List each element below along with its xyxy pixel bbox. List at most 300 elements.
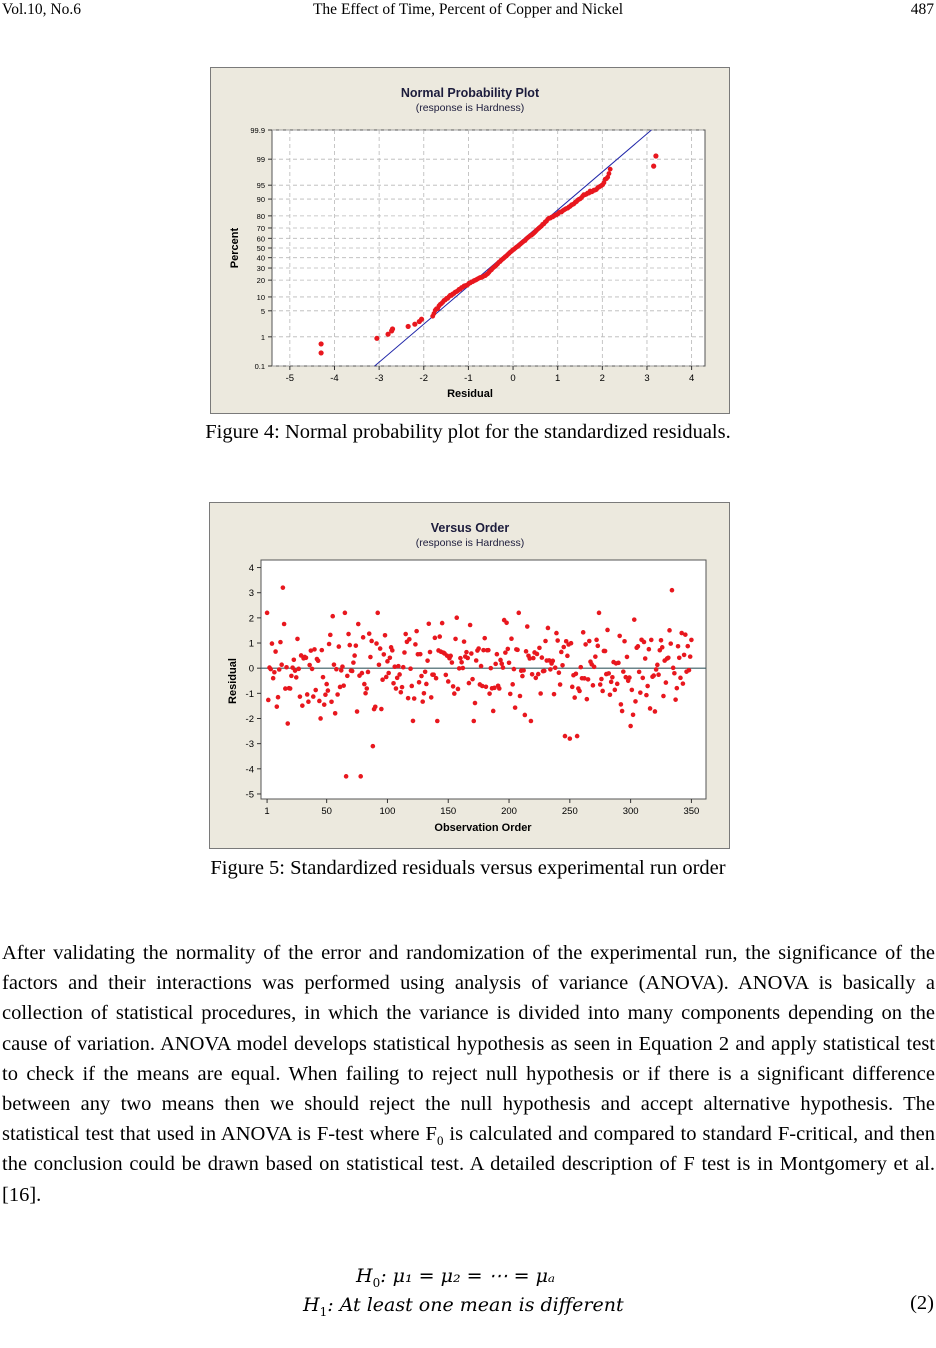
data-point: [374, 641, 379, 646]
data-point: [578, 665, 583, 670]
data-point: [453, 637, 458, 642]
data-point: [645, 684, 650, 689]
figure-4-caption: Figure 4: Normal probability plot for the standardized residuals.: [205, 421, 731, 443]
normal-probability-plot: [210, 67, 730, 414]
data-point: [435, 719, 440, 724]
data-point: [603, 649, 608, 654]
data-point: [316, 658, 321, 663]
data-point: [677, 655, 682, 660]
figure-5-caption: Figure 5: Standardized residuals versus experimental run order: [210, 857, 726, 879]
data-point: [548, 667, 553, 672]
data-point: [386, 671, 391, 676]
data-point: [461, 666, 466, 671]
data-point: [337, 644, 342, 649]
data-point: [289, 674, 294, 679]
data-point: [515, 648, 520, 653]
data-point: [412, 322, 417, 327]
data-point: [488, 666, 493, 671]
data-point: [319, 648, 324, 653]
data-point: [279, 662, 284, 667]
data-point: [330, 614, 335, 619]
data-point: [400, 685, 405, 690]
data-point: [368, 655, 373, 660]
data-point: [607, 171, 612, 176]
data-point: [543, 639, 548, 644]
data-point: [440, 621, 445, 626]
chart-title: Normal Probability Plot: [400, 86, 540, 100]
y-tick-label: 0: [248, 663, 254, 675]
data-point: [653, 153, 658, 158]
data-point: [516, 611, 521, 616]
y-tick-label: -4: [245, 764, 254, 776]
data-point: [402, 650, 407, 655]
equation-null-hypothesis: [356, 1265, 555, 1290]
y-tick-label: 50: [256, 244, 265, 253]
paragraph-text-2: is calculated and compared to standard F-critical, and then the conclusion could be drawn based on statistical test. A detailed description of F test is in Montgomery et al. [16].: [2, 1123, 935, 1206]
data-point: [417, 680, 422, 685]
data-point: [277, 667, 282, 672]
data-point: [642, 640, 647, 645]
y-tick-label: -3: [245, 739, 254, 751]
data-point: [619, 702, 624, 707]
data-point: [575, 734, 580, 739]
data-point: [394, 686, 399, 691]
data-point: [625, 655, 630, 660]
data-point: [577, 689, 582, 694]
data-point: [667, 628, 672, 633]
data-point: [332, 662, 337, 667]
data-point: [661, 694, 666, 699]
data-point: [628, 724, 633, 729]
data-point: [570, 685, 575, 690]
y-axis-label: Percent: [229, 227, 241, 269]
data-point: [647, 647, 652, 652]
data-point: [649, 638, 654, 643]
data-point: [288, 686, 293, 691]
data-point: [380, 677, 385, 682]
data-point: [465, 656, 470, 661]
data-point: [429, 695, 434, 700]
data-point: [401, 665, 406, 670]
x-tick-label: -4: [330, 373, 339, 384]
data-point: [266, 698, 271, 703]
data-point: [660, 645, 665, 650]
data-point: [688, 654, 693, 659]
data-point: [600, 689, 605, 694]
data-point: [333, 711, 338, 716]
data-point: [636, 644, 641, 649]
data-point: [525, 624, 530, 629]
data-point: [574, 671, 579, 676]
data-point: [643, 656, 648, 661]
data-point: [424, 682, 429, 687]
data-point: [298, 694, 303, 699]
y-tick-label: 2: [248, 613, 254, 625]
data-point: [535, 652, 540, 657]
data-point: [335, 692, 340, 697]
data-point: [670, 588, 675, 593]
data-point: [617, 634, 622, 639]
data-point: [464, 650, 469, 655]
data-point: [559, 650, 564, 655]
data-point: [610, 675, 615, 680]
data-point: [473, 701, 478, 706]
data-point: [451, 684, 456, 689]
data-point: [553, 665, 558, 670]
data-point: [593, 654, 598, 659]
data-point: [524, 649, 529, 654]
data-point: [408, 666, 413, 671]
x-tick-label: 200: [501, 806, 517, 817]
eq1-body: : μ₁ = μ₂ = ⋯ = μₐ: [380, 1265, 556, 1287]
y-tick-label: 10: [256, 292, 265, 302]
data-point: [462, 639, 467, 644]
data-point: [555, 638, 560, 643]
data-point: [409, 684, 414, 689]
data-point: [569, 641, 574, 646]
page-header: [0, 0, 936, 24]
x-tick-label: 250: [561, 806, 578, 817]
versus-order-plot: [209, 502, 730, 849]
plot-area: [261, 560, 706, 799]
data-point: [656, 672, 661, 677]
data-point: [300, 703, 305, 708]
x-tick-label: 0: [510, 373, 516, 384]
data-point: [486, 648, 491, 653]
equation-alternative-hypothesis: [303, 1294, 624, 1319]
data-point: [678, 676, 683, 681]
data-point: [467, 681, 472, 686]
data-point: [347, 643, 352, 648]
data-point: [599, 677, 604, 682]
data-point: [311, 694, 316, 699]
data-point: [666, 655, 671, 660]
data-point: [659, 638, 664, 643]
data-point: [586, 677, 591, 682]
data-point: [319, 350, 324, 355]
x-axis-label: Observation Order: [434, 822, 532, 834]
data-point: [403, 632, 408, 637]
x-tick-label: 150: [440, 806, 457, 817]
y-tick-label: 3: [248, 588, 254, 600]
x-tick-label: 2: [599, 373, 605, 384]
data-point: [510, 682, 515, 687]
data-point: [420, 699, 425, 704]
data-point: [542, 669, 547, 674]
data-point: [373, 705, 378, 710]
data-point: [518, 694, 523, 699]
data-point: [594, 638, 599, 643]
data-point: [305, 692, 310, 697]
data-point: [459, 660, 464, 665]
data-point: [557, 670, 562, 675]
data-point: [683, 632, 688, 637]
data-point: [328, 633, 333, 638]
data-point: [627, 675, 632, 680]
data-point: [620, 709, 625, 714]
x-tick-label: 100: [379, 806, 396, 817]
data-point: [351, 660, 356, 665]
data-point: [317, 699, 322, 704]
data-point: [671, 666, 676, 671]
data-point: [350, 669, 355, 674]
y-tick-label: 95: [256, 181, 265, 191]
x-tick-label: -2: [419, 373, 428, 384]
data-point: [476, 646, 481, 651]
data-point: [651, 673, 656, 678]
y-tick-label: 40: [256, 253, 265, 263]
data-point: [379, 707, 384, 712]
data-point: [595, 644, 600, 649]
x-tick-label: 350: [683, 806, 700, 817]
data-point: [276, 695, 281, 700]
eq2-body: : At least one mean is different: [327, 1294, 624, 1316]
data-point: [605, 628, 610, 633]
data-point: [644, 693, 649, 698]
x-tick-label: 300: [622, 806, 639, 817]
data-point: [655, 663, 660, 668]
data-point: [407, 637, 412, 642]
y-tick-label: 1: [248, 638, 254, 650]
x-tick-label: -3: [374, 373, 384, 384]
data-point: [616, 661, 621, 666]
data-point: [345, 674, 350, 679]
data-point: [346, 632, 351, 637]
data-point: [613, 688, 618, 693]
eq1-symbol: H: [356, 1265, 373, 1287]
data-point: [321, 675, 326, 680]
data-point: [343, 611, 348, 616]
data-point: [312, 647, 317, 652]
data-point: [608, 167, 613, 172]
data-point: [341, 683, 346, 688]
data-point: [428, 650, 433, 655]
data-point: [581, 630, 586, 635]
data-point: [551, 659, 556, 664]
data-point: [609, 680, 614, 685]
x-tick-label: -5: [285, 373, 295, 384]
data-point: [419, 674, 424, 679]
data-point: [390, 326, 395, 331]
data-point: [507, 660, 512, 665]
data-point: [390, 648, 395, 653]
y-tick-label: -2: [245, 713, 254, 725]
eq2-subscript: 1: [319, 1304, 328, 1319]
y-tick-label: 1: [260, 332, 265, 342]
data-point: [568, 736, 573, 741]
y-tick-label: 5: [260, 306, 265, 316]
data-point: [608, 692, 613, 697]
data-point: [399, 690, 404, 695]
data-point: [565, 654, 570, 659]
data-point: [318, 716, 323, 721]
data-point: [654, 667, 659, 672]
data-point: [310, 667, 315, 672]
y-tick-label: -1: [245, 688, 254, 700]
data-point: [388, 655, 393, 660]
y-tick-label: 4: [248, 563, 254, 575]
data-point: [352, 653, 357, 658]
data-point: [501, 665, 506, 670]
y-tick-label: 70: [256, 223, 265, 233]
data-point: [597, 611, 602, 616]
data-point: [397, 672, 402, 677]
data-point: [437, 634, 442, 639]
data-point: [396, 664, 401, 669]
y-tick-label: 99.9: [250, 126, 265, 135]
y-tick-label: 60: [256, 234, 265, 244]
data-point: [672, 671, 677, 676]
y-tick-label: -5: [245, 789, 254, 801]
data-point: [358, 774, 363, 779]
data-point: [382, 652, 387, 657]
data-point: [296, 667, 301, 672]
data-point: [323, 692, 328, 697]
data-point: [422, 691, 427, 696]
y-tick-label: 90: [256, 195, 265, 205]
data-point: [474, 658, 479, 663]
data-point: [411, 719, 416, 724]
data-point: [456, 687, 461, 692]
data-point: [506, 647, 511, 652]
data-point: [536, 672, 541, 677]
data-point: [278, 640, 283, 645]
data-point: [469, 651, 474, 656]
data-point: [391, 681, 396, 686]
data-point: [383, 633, 388, 638]
data-point: [651, 164, 656, 169]
data-point: [470, 677, 475, 682]
data-point: [554, 631, 559, 636]
data-point: [598, 682, 603, 687]
data-point: [523, 713, 528, 718]
data-point: [493, 662, 498, 667]
data-point: [324, 682, 329, 687]
data-point: [374, 336, 379, 341]
data-point: [304, 655, 309, 660]
data-point: [282, 622, 287, 627]
data-point: [513, 705, 518, 710]
data-point: [497, 686, 502, 691]
data-point: [484, 684, 489, 689]
data-point: [592, 665, 597, 670]
data-point: [638, 690, 643, 695]
data-point: [664, 680, 669, 685]
data-point: [633, 699, 638, 704]
data-point: [446, 679, 451, 684]
y-tick-label: 20: [256, 276, 265, 286]
x-tick-label: -1: [464, 373, 473, 384]
data-point: [538, 691, 543, 696]
y-tick-label: 30: [256, 264, 265, 274]
data-point: [495, 652, 500, 657]
running-title: The Effect of Time, Percent of Copper and Nickel: [312, 1, 624, 18]
data-point: [295, 637, 300, 642]
data-point: [487, 691, 492, 696]
data-point: [687, 668, 692, 673]
data-point: [631, 712, 636, 717]
data-point: [479, 664, 484, 669]
data-point: [572, 695, 577, 700]
y-tick-label: 0.1: [254, 362, 265, 371]
data-point: [448, 654, 453, 659]
data-point: [265, 611, 270, 616]
data-point: [676, 644, 681, 649]
data-point: [363, 691, 368, 696]
data-point: [454, 615, 459, 620]
data-point: [334, 667, 339, 672]
data-point: [560, 663, 565, 668]
versus-order-chart: [210, 503, 729, 848]
data-point: [499, 661, 504, 666]
data-point: [685, 644, 690, 649]
data-point: [537, 646, 542, 651]
data-point: [531, 656, 536, 661]
data-point: [327, 642, 332, 647]
data-point: [423, 670, 428, 675]
data-point: [433, 636, 438, 641]
data-point: [369, 639, 374, 644]
data-point: [471, 719, 476, 724]
data-point: [648, 706, 653, 711]
data-point: [375, 611, 380, 616]
data-point: [340, 664, 345, 669]
data-point: [533, 676, 538, 681]
data-point: [521, 668, 526, 673]
data-point: [361, 635, 366, 640]
data-point: [632, 617, 637, 622]
data-point: [426, 621, 431, 626]
data-point: [273, 649, 278, 654]
data-point: [444, 673, 449, 678]
data-point: [377, 662, 382, 667]
normal-probability-chart: [211, 68, 729, 413]
data-point: [319, 341, 324, 346]
data-point: [419, 317, 424, 322]
data-point: [546, 626, 551, 631]
data-point: [362, 682, 367, 687]
data-point: [307, 663, 312, 668]
data-point: [378, 646, 383, 651]
data-point: [364, 686, 369, 691]
data-point: [561, 645, 566, 650]
journal-volume: Vol.10, No.6: [2, 1, 81, 18]
data-point: [668, 641, 673, 646]
data-point: [508, 692, 513, 697]
data-point: [384, 675, 389, 680]
data-point: [482, 636, 487, 641]
data-point: [520, 674, 525, 679]
data-point: [284, 665, 289, 670]
data-point: [434, 676, 439, 681]
x-axis-label: Residual: [447, 388, 493, 400]
paragraph-text-1: After validating the normality of the error and randomization of the experimental run, the significance of the factors and their interactions was performed using analysis of variance (ANOVA). ANOVA is basically a collection of statistical procedures, in which the variance is divided into many components depending on the cause of variation. ANOVA model develops statistical hypothesis as seen in Equation 2 and apply statistical test to check if the means are equal. When failing to reject null hypothesis or if there is a significant difference between any two means then we should reject the null hypothesis and accept alternative hypothesis. The statistical test that used in ANOVA is F-test where F: [2, 942, 935, 1146]
data-point: [371, 744, 376, 749]
data-point: [360, 671, 365, 676]
data-point: [425, 658, 430, 663]
data-point: [366, 670, 371, 675]
data-point: [681, 681, 686, 686]
data-point: [272, 670, 277, 675]
f0-subscript: 0: [436, 1133, 444, 1149]
data-point: [355, 709, 360, 714]
y-tick-label: 80: [256, 211, 265, 221]
data-point: [606, 671, 611, 676]
x-tick-label: 1: [264, 806, 270, 817]
body-paragraph: [2, 938, 935, 1210]
data-point: [344, 774, 349, 779]
data-point: [637, 670, 642, 675]
